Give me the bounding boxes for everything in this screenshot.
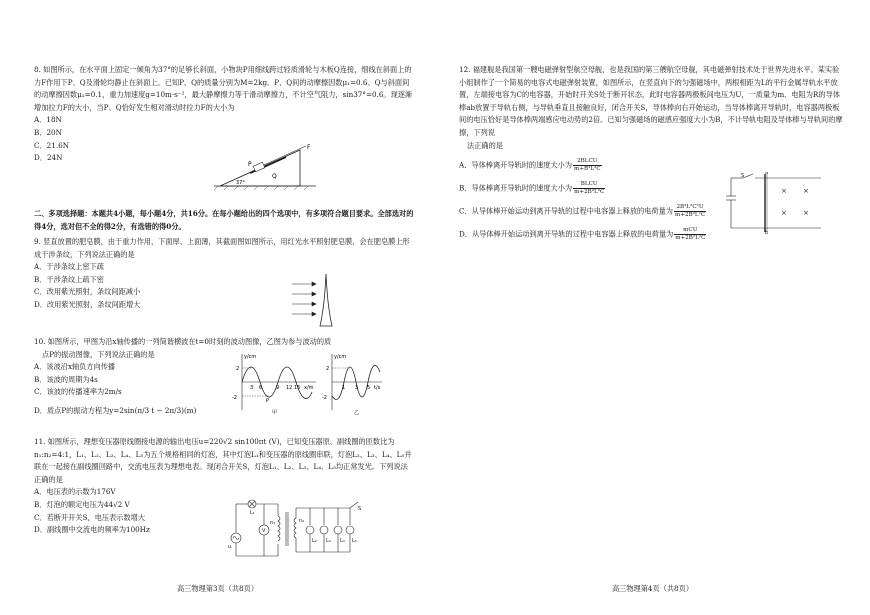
- question-11-option-c: C．若断开开关S，电压表示数增大: [34, 512, 146, 522]
- question-8-option-d: D．24N: [34, 153, 63, 163]
- question-12-option-a-den: m+B²L²C: [574, 166, 601, 173]
- svg-text:V: V: [262, 528, 266, 534]
- transformer-circuit-figure: [226, 498, 366, 560]
- angle-label: 37°: [236, 180, 245, 186]
- svg-text:×: ×: [781, 187, 787, 195]
- jia-tick-9: 9: [276, 385, 280, 391]
- question-11-stem: 11. 如图所示，理想变压器原线圈接电源的输出电压u=220√2 sin100πt (V)，已知变压器原、副线圈的匝数比为n₁:n₂=4:1，L₁、L₂、L₃、L₄、L₅为五个规格相同的灯泡，其中灯泡L₁和变压器的原线圈串联，灯泡L₂、L₃、L₄、L₅并联在一起接在副线圈回路中，交流电压表为理想电表。现闭合开关S，灯泡L₁、L₂、L₃、L₄、L₅均正常发光。下列说法正确的是: [34, 437, 412, 484]
- question-12-option-b-den: m+2B²L²C: [574, 189, 605, 196]
- yi-tick-2: 2: [326, 366, 330, 372]
- question-8-stem: 8. 如图所示，在水平面上固定一倾角为37°的足够长斜面，小物块P用细线跨过轻质滑轮与木板Q连接，细线在斜面上的力F作用下P、Q及滑轮均静止在斜面上。已知P、Q的质量分别为M=2kg、P、Q间的动摩擦因数μ₁=0.6、Q与斜面间的动摩擦因数μ₂=0.1，重力加速度g=10m·s⁻²，最大静摩擦力等于滑动摩擦力，不计空气阻力，sin37°=0.6。现逐渐增加拉力F的大小，当P、Q恰好发生相对滑动时拉力F的大小为: [34, 65, 413, 112]
- question-9-stem: 9. 竖直放置的肥皂膜，由于重力作用，下面厚、上面薄，其截面图如图所示，用红光水平照射肥皂膜，会在肥皂膜上形成干涉条纹，下列说法正确的是: [34, 237, 410, 259]
- yi-tick-neg2: -2: [322, 395, 327, 401]
- block-q-label: Q: [272, 173, 277, 180]
- jia-point-p: P: [266, 398, 270, 404]
- jia-tick-15: 15: [294, 385, 301, 391]
- svg-text:n₁: n₁: [270, 520, 276, 526]
- question-12-stem: 12. 福建舰是我国第一艘电磁弹射型航空母舰，也是我国的第三艘航空母舰，其电磁弹射技术处于世界先进水平。某实验小组制作了一个简易的电容式电磁弹射装置，如图所示，在竖直向下的匀强磁场中，两根相距为L的平行金属导轨水平放置，左端接电容为C的电容器，开始时开关S处于断开状态，此时电容器两极板间电压为U，一质量为m、电阻为R的导体棒ab放置于导轨右侧，与导轨垂直且接触良好，闭合开关S，导体棒向右开始运动，当导体棒离开导轨时，电容器两极板间的电压恰好是导体棒两端感应电动势的2倍。已知匀强磁场的磁感应强度大小为B，不计导轨电阻及导体棒与导轨间的摩擦，下列说: [459, 65, 843, 137]
- question-12-option-b-text: B．导体棒离开导轨时的速度大小为: [459, 183, 573, 193]
- question-9-option-d: D．改用紫光照射，条纹间距增大: [34, 299, 141, 309]
- yi-caption: 乙: [354, 410, 360, 416]
- svg-text:×: ×: [803, 209, 809, 217]
- rod-a-label: a: [765, 172, 769, 176]
- svg-text:L₅: L₅: [352, 538, 357, 544]
- question-12-stem-end: 法正确的是: [467, 140, 503, 150]
- jia-tick-6: 6: [259, 385, 263, 391]
- svg-text:n₂: n₂: [299, 518, 305, 524]
- yi-tick-1: 1: [342, 385, 346, 391]
- yi-tick-5: 5: [367, 385, 371, 391]
- question-9-option-c: C．改用紫光照射，条纹间距减小: [34, 287, 141, 297]
- question-10-option-c: C．该波的传播速率为2m/s: [34, 387, 122, 397]
- question-9-option-a: A．干涉条纹上密下疏: [34, 262, 104, 272]
- force-f-label: F: [307, 144, 311, 151]
- jia-tick-neg2: -2: [232, 395, 237, 401]
- question-12-option-d-fraction: [674, 227, 706, 242]
- yi-y-label: y/cm: [334, 354, 347, 360]
- footer-page-4: 高三物理第4页（共8页）: [611, 584, 694, 593]
- incline-figure: [210, 142, 320, 192]
- jia-y-label: y/cm: [244, 354, 257, 360]
- question-10-stem-line2: 点P的振动图像，下列说法正确的是: [42, 349, 155, 359]
- svg-text:L₂: L₂: [312, 538, 317, 544]
- question-12-option-a-num: 2BLCU: [573, 158, 602, 166]
- wave-graph-jia: [228, 352, 320, 416]
- vibration-graph-yi: [322, 352, 384, 416]
- jia-caption: 甲: [272, 410, 278, 416]
- svg-text:×: ×: [781, 209, 787, 217]
- question-12-option-c-num: 2B²L²C²U: [674, 204, 706, 212]
- question-8-option-a: A．18N: [34, 115, 62, 125]
- rod-b-label: b: [765, 230, 769, 234]
- right-page: [435, 0, 870, 615]
- jia-tick-3: 3: [250, 385, 254, 391]
- question-12-option-d-text: D．从导体棒开始运动到离开导轨的过程中电容器上释放的电荷量为: [459, 229, 674, 239]
- soap-film-figure: [290, 272, 340, 328]
- question-10-option-d-prefix: D．质点P的振动方程为y=2sin: [34, 405, 135, 415]
- question-8-option-b: B．20N: [34, 127, 62, 137]
- question-10-option-a: A．该波沿x轴负方向传播: [34, 362, 116, 372]
- question-11-option-b: B．灯泡的额定电压为44√2 V: [34, 499, 130, 509]
- yi-x-label: t/s: [374, 385, 381, 391]
- question-10-stem-line1: 10. 如图所示，甲图为沿x轴传播的一列简谐横波在t=0时刻的波动图像，乙图为参与波动的质: [34, 337, 332, 346]
- rail-capacitor-figure: [725, 172, 825, 234]
- question-8-option-c: C．21.6N: [34, 140, 69, 150]
- question-12-option-c-fraction: [674, 204, 706, 219]
- section-2-header: 二、多项选择题：本题共4小题，每小题4分，共16分。在每小题给出的四个选项中，有多项符合题目要求。全部选对的得4分，选对但不全的得2分，有选错的得0分。: [34, 209, 414, 231]
- switch-s-label: S: [741, 173, 745, 179]
- svg-text:L₁: L₁: [250, 510, 255, 516]
- yi-tick-3: 3: [355, 385, 359, 391]
- question-12-option-a-text: A．导体棒离开导轨时的速度大小为: [459, 160, 573, 170]
- svg-text:u: u: [228, 544, 232, 550]
- question-10-option-d-expr: (π/3 t − 2π/3)(m): [134, 405, 197, 415]
- question-11-option-a: A．电压表的示数为176V: [34, 487, 116, 497]
- question-12-option-c-den: m+2B²L²C: [674, 212, 706, 219]
- question-12-option-b-num: BLCU: [573, 181, 605, 189]
- footer-page-3: 高三物理第3页（共8页）: [176, 584, 259, 593]
- jia-x-label: x/m: [304, 385, 314, 391]
- question-10-option-b: B．该波的周期为4s: [34, 374, 98, 384]
- question-12-option-d-den: m+2B²L²C: [675, 235, 706, 242]
- question-12-option-c-text: C．从导体棒开始运动到离开导轨的过程中电容器上释放的电荷量为: [459, 206, 673, 216]
- jia-tick-12: 12: [286, 385, 293, 391]
- block-p-label: P: [248, 161, 252, 168]
- svg-text:×: ×: [803, 187, 809, 195]
- question-12-option-d-num: mCU: [674, 227, 706, 235]
- question-9: [34, 236, 414, 312]
- jia-tick-2: 2: [236, 366, 240, 372]
- svg-text:L₄: L₄: [340, 538, 345, 544]
- question-9-option-b: B．干涉条纹上疏下密: [34, 274, 104, 284]
- question-11-option-d: D．副线圈中交流电的频率为100Hz: [34, 525, 150, 535]
- question-12-option-a-fraction: [573, 158, 602, 173]
- question-12-option-a: [459, 158, 845, 173]
- svg-text:L₃: L₃: [326, 538, 331, 544]
- svg-text:S: S: [358, 506, 362, 512]
- question-12-option-b-fraction: [573, 181, 605, 196]
